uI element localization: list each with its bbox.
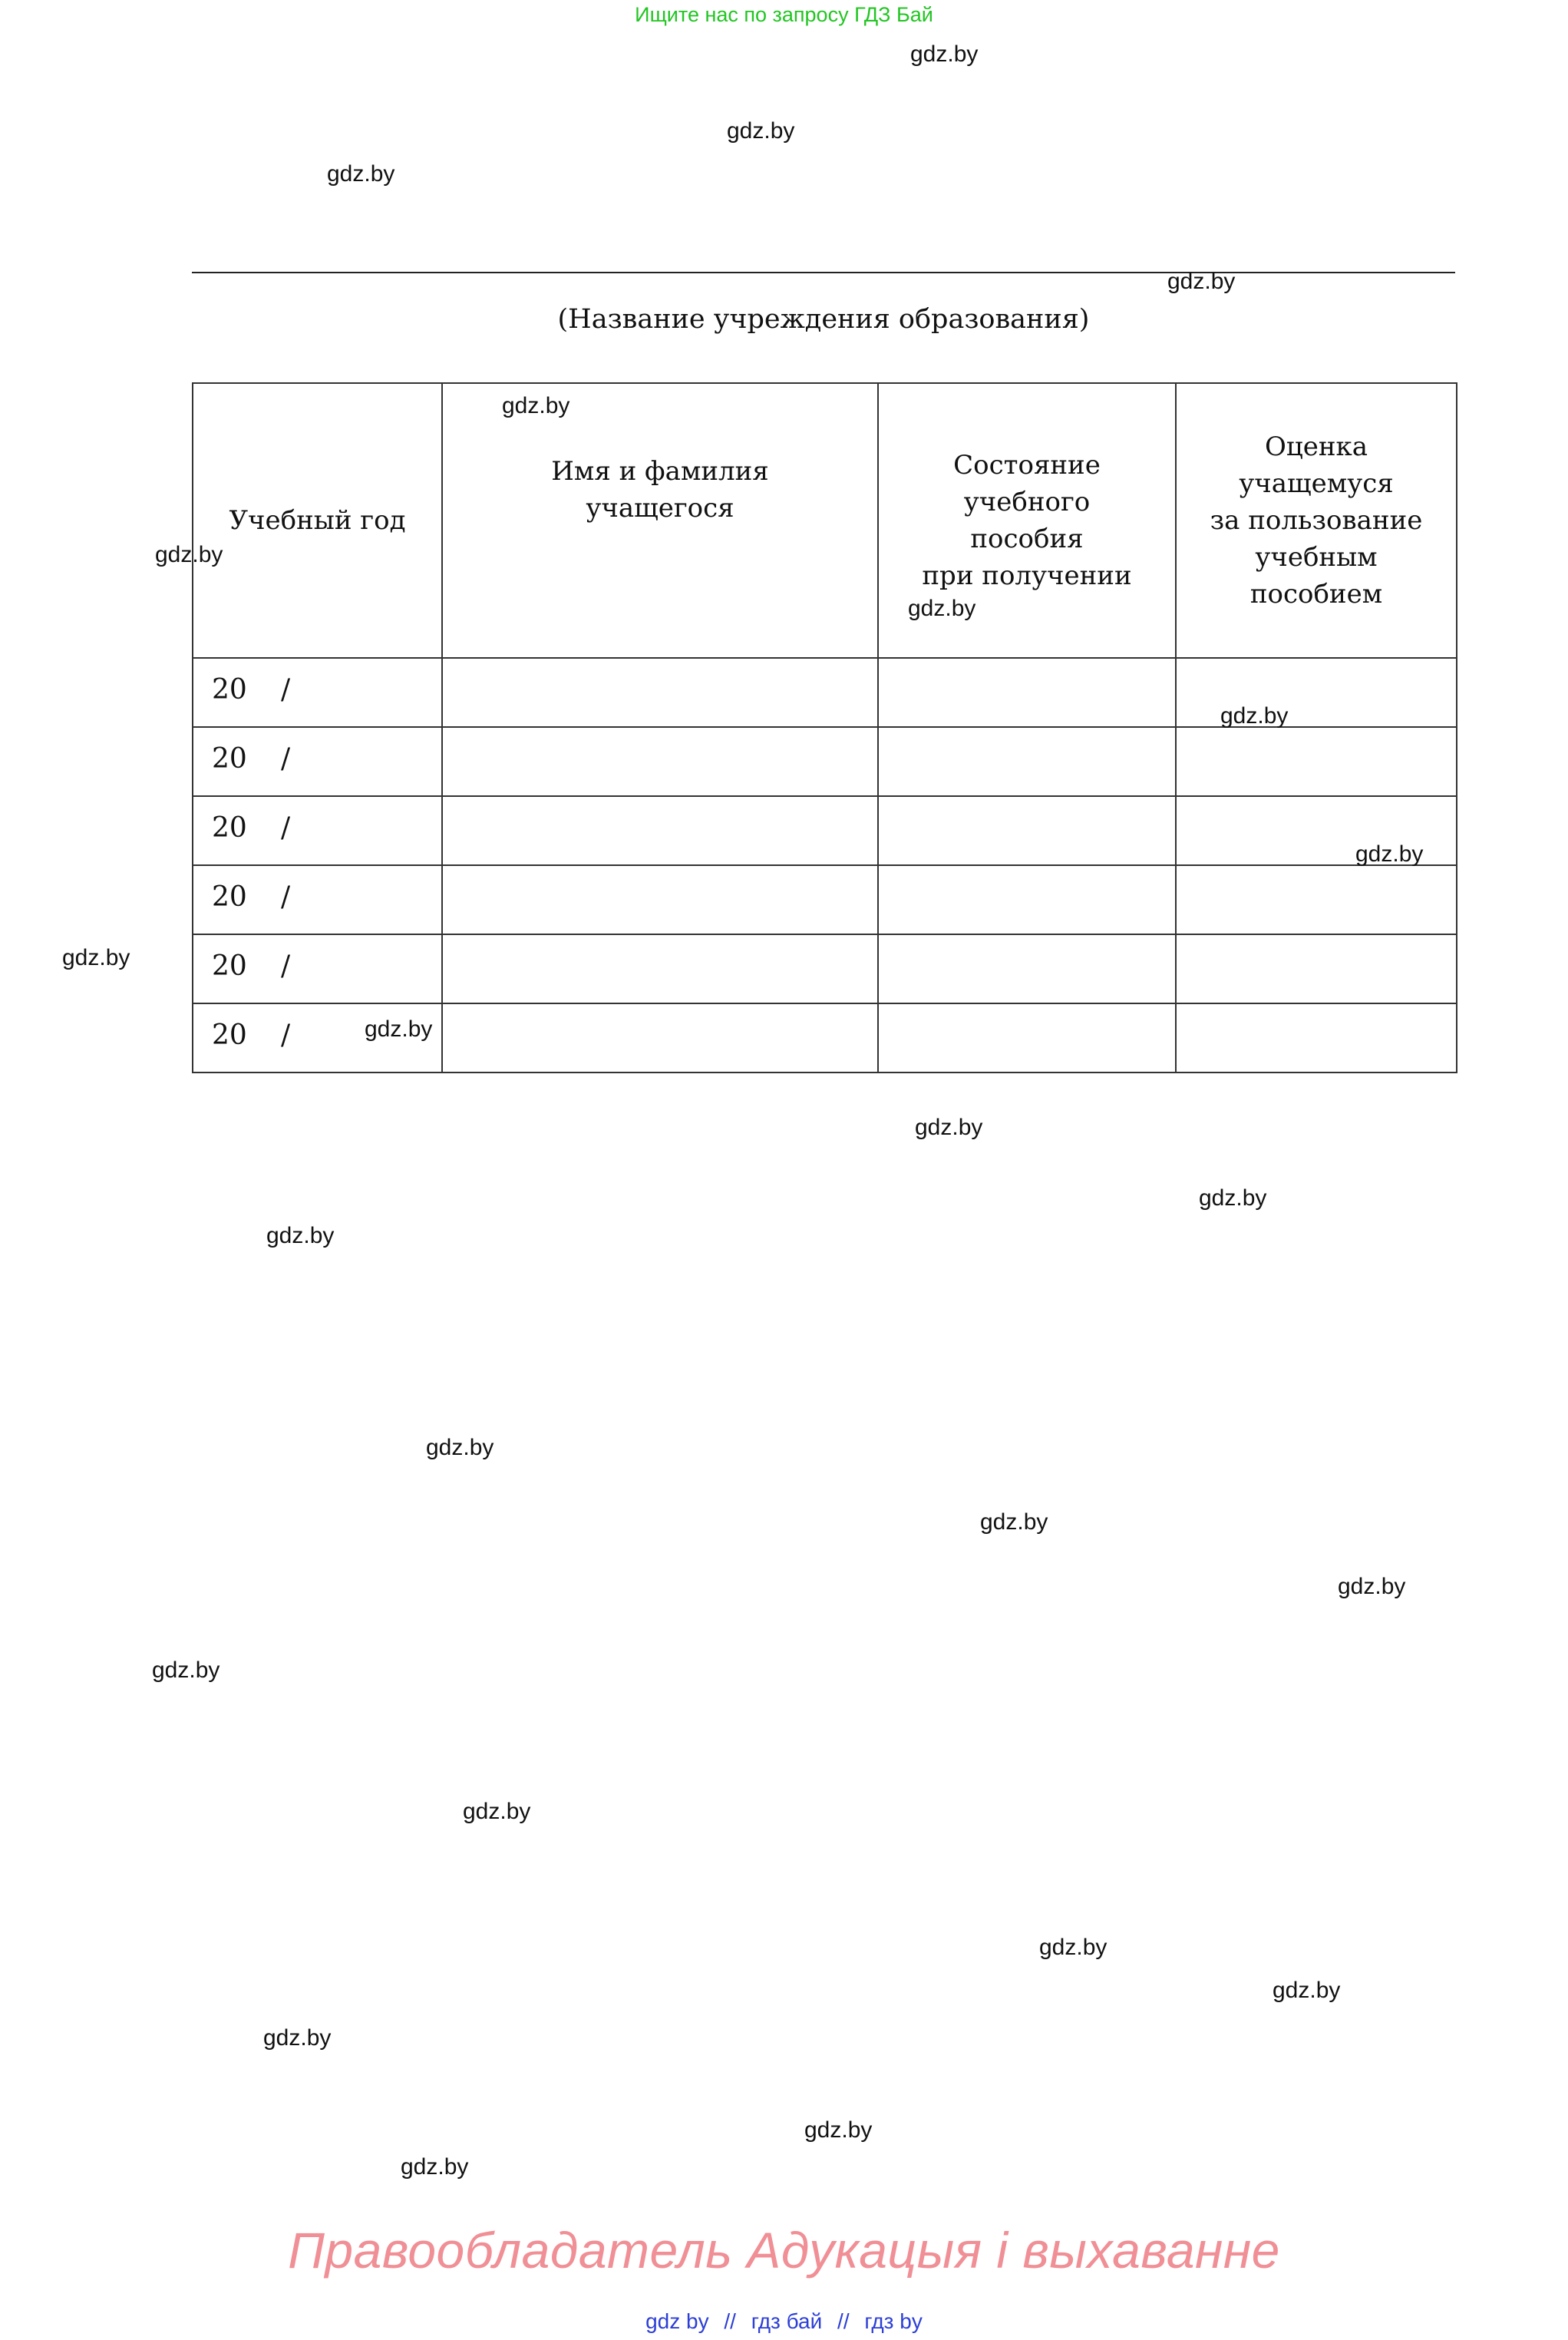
student-name-cell [442, 934, 878, 1003]
watermark: gdz.by [727, 118, 795, 144]
student-name-cell [442, 658, 878, 727]
year-prefix: 20 [212, 812, 247, 844]
condition-cell [878, 796, 1176, 865]
watermark: gdz.by [1355, 841, 1424, 867]
year-prefix: 20 [212, 950, 247, 982]
watermark: gdz.by [365, 1016, 433, 1042]
table-header-row [193, 383, 1457, 658]
student-name-cell [442, 796, 878, 865]
watermark: gdz.by [1338, 1574, 1406, 1599]
year-prefix: 20 [212, 881, 247, 913]
institution-name-line [192, 272, 1455, 273]
footer-separator: // [724, 2309, 736, 2333]
footer-links [0, 2309, 1568, 2334]
footer-separator: // [837, 2309, 850, 2333]
year-prefix: 20 [212, 1020, 247, 1051]
header-student-grade: Оценка учащемуся за пользование учебным пособием [1176, 383, 1457, 658]
footer-link-gdz-by-cyr[interactable]: гдз by [864, 2309, 923, 2333]
condition-cell [878, 865, 1176, 934]
table-row [193, 727, 1457, 796]
student-name-cell [442, 1003, 878, 1072]
year-separator: / [281, 1020, 291, 1051]
year-cell [193, 727, 442, 796]
watermark: gdz.by [908, 596, 976, 621]
institution-caption: (Название учреждения образования) [557, 304, 1090, 335]
footer-link-gdz-by[interactable]: gdz by [645, 2309, 709, 2333]
watermark: gdz.by [1199, 1185, 1267, 1211]
watermark: gdz.by [62, 945, 130, 970]
condition-cell [878, 658, 1176, 727]
header-school-year: Учебный год [193, 383, 442, 658]
watermark: gdz.by [155, 542, 223, 567]
student-name-cell [442, 727, 878, 796]
year-cell [193, 796, 442, 865]
header-condition-on-receipt: Состояние учебного пособия при получении [878, 383, 1176, 658]
watermark: gdz.by [1220, 703, 1289, 729]
watermark: gdz.by [152, 1658, 220, 1683]
watermark: gdz.by [804, 2117, 873, 2143]
year-cell [193, 865, 442, 934]
student-name-cell [442, 865, 878, 934]
footer-link-gdz-bai[interactable]: гдз бай [751, 2309, 823, 2333]
watermark: gdz.by [910, 41, 979, 67]
watermark: gdz.by [266, 1223, 335, 1248]
watermark: gdz.by [1167, 269, 1236, 294]
table-row [193, 865, 1457, 934]
year-separator: / [281, 881, 291, 913]
watermark: gdz.by [401, 2154, 469, 2180]
header-student-name: Имя и фамилия учащегося [442, 383, 878, 658]
year-separator: / [281, 743, 291, 775]
table-row [193, 796, 1457, 865]
year-separator: / [281, 812, 291, 844]
grade-cell [1176, 727, 1457, 796]
watermark: gdz.by [463, 1799, 531, 1824]
watermark: gdz.by [1273, 1978, 1341, 2003]
watermark: gdz.by [263, 2025, 332, 2051]
watermark: gdz.by [980, 1509, 1048, 1535]
watermark: gdz.by [426, 1435, 494, 1460]
grade-cell [1176, 934, 1457, 1003]
watermark: gdz.by [327, 161, 395, 187]
watermark: gdz.by [502, 393, 570, 418]
condition-cell [878, 1003, 1176, 1072]
grade-cell [1176, 658, 1457, 727]
year-separator: / [281, 674, 291, 706]
table-row [193, 934, 1457, 1003]
condition-cell [878, 934, 1176, 1003]
search-banner: Ищите нас по запросу ГДЗ Бай [635, 3, 933, 26]
copyright-holder: Правообладатель Адукацыя і выхаванне [288, 2222, 1280, 2279]
grade-cell [1176, 1003, 1457, 1072]
condition-cell [878, 727, 1176, 796]
year-cell [193, 658, 442, 727]
year-prefix: 20 [212, 743, 247, 775]
grade-cell [1176, 865, 1457, 934]
year-prefix: 20 [212, 674, 247, 706]
watermark: gdz.by [915, 1115, 983, 1140]
year-cell [193, 934, 442, 1003]
watermark: gdz.by [1039, 1935, 1108, 1960]
year-separator: / [281, 950, 291, 982]
